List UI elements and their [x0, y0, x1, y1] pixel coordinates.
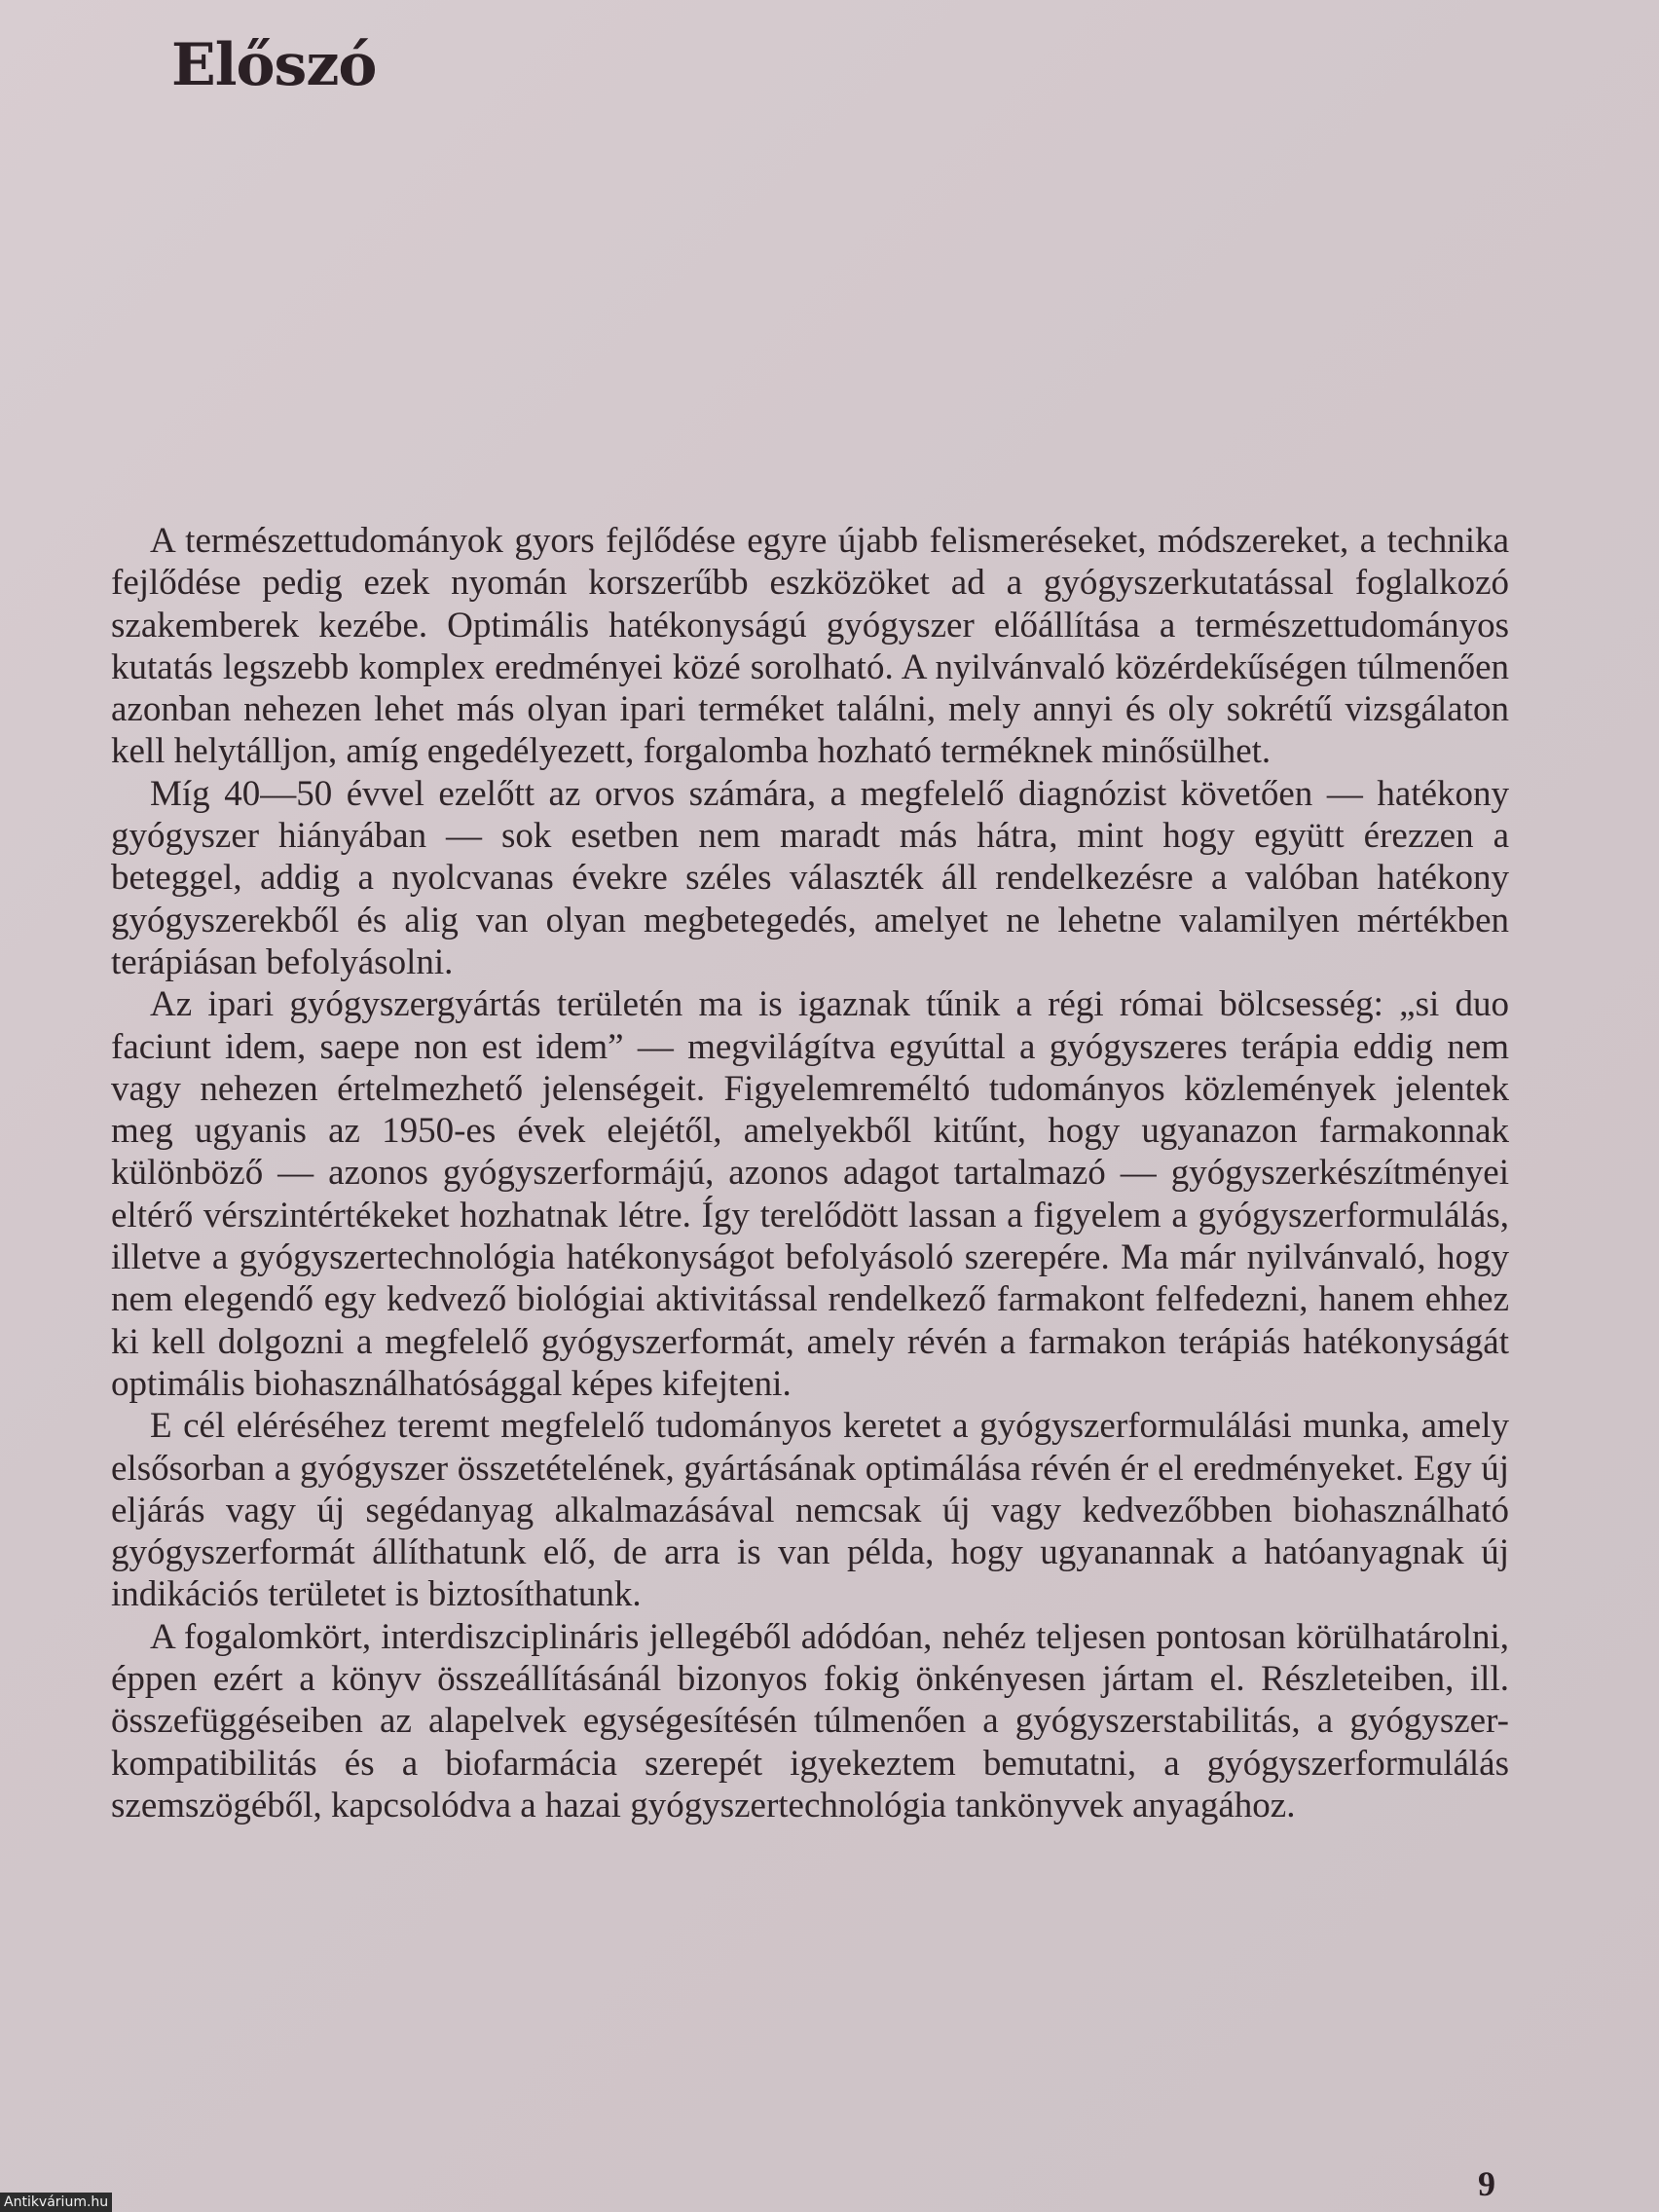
paragraph-1: A természettudományok gyors fejlődése egyre újabb felismeréseket, módszereket, a technika fejlődése pedig ezek nyomán korszerűbb eszközöket ad a gyógyszerkutatással foglalkozó szakemberek kezébe. Optimális hatékonyságú gyógyszer előállítása a természettudományos kutatás legszebb komplex eredményei közé sorolható. A nyilvánvaló közérdekűségen túlmenően azonban nehezen lehet más olyan ipari terméket találni, mely annyi és oly sokrétű vizsgálaton kell helytálljon, amíg engedélyezett, forgalomba hozható terméknek minősülhet. [111, 521, 1509, 772]
paragraph-3: Az ipari gyógyszergyártás területén ma is igaznak tűnik a régi római bölcsesség: „si duo faciunt idem, saepe non est idem” — megvilágítva egyúttal a gyógyszeres terápia eddig nem vagy nehezen értelmezhető jelenségeit. Figyelemreméltó tudományos közlemények jelentek meg ugyanis az 1950-es évek elejétől, amelyekből kitűnt, hogy ugyanazon farmakonnak különböző — azonos gyógyszerformájú, azonos adagot tartalmazó — gyógyszerkészítményei eltérő vérszintértékeket hozhatnak létre. Így terelődött lassan a figyelem a gyógyszerformulálás, illetve a gyógyszertechnológia hatékonyságot befolyásoló szerepére. Ma már nyilvánvaló, hogy nem elegendő egy kedvező biológiai aktivitással rendelkező farmakont felfedezni, hanem ehhez ki kell dolgozni a megfelelő gyógyszerformát, amely révén a farmakon terápiás hatékonyságát optimális biohasználhatósággal képes kifejteni. [111, 984, 1509, 1404]
preface-body [111, 520, 1509, 1826]
paragraph-5: A fogalomkört, interdiszciplináris jellegéből adódóan, nehéz teljesen pontosan körülhatárolni, éppen ezért a könyv összeállításánál bizonyos fokig önkényesen jártam el. Részleteiben, ill. összefüggéseiben az alapelvek egységesítésén túlmenően a gyógyszerstabilitás, a gyógyszer-kompatibilitás és a biofarmácia szerepét igyekeztem bemutatni, a gyógyszerformulálás szemszögéből, kapcsolódva a hazai gyógyszertechnológia tankönyvek anyagához. [111, 1616, 1509, 1825]
page-title: Előszó [171, 31, 377, 99]
page-number: 9 [1478, 2164, 1495, 2203]
paragraph-2: Míg 40—50 évvel ezelőtt az orvos számára, a megfelelő diagnózist követően — hatékony gyógyszer hiányában — sok esetben nem maradt más hátra, mint hogy együtt érezzen a beteggel, addig a nyolcvanas évekre széles választék áll rendelkezésre a valóban hatékony gyógyszerekből és alig van olyan megbetegedés, amelyet ne lehetne valamilyen mértékben terápiásan befolyásolni. [111, 773, 1509, 982]
watermark: Antikvárium.hu [0, 2193, 112, 2212]
paragraph-4: E cél eléréséhez teremt megfelelő tudományos keretet a gyógyszerformulálási munka, amely elsősorban a gyógyszer összetételének, gyártásának optimálása révén ér el eredményeket. Egy új eljárás vagy új segédanyag alkalmazásával nemcsak új vagy kedvezőbben biohasználható gyógyszerformát állíthatunk elő, de arra is van példa, hogy ugyanannak a hatóanyagnak új indikációs területet is biztosíthatunk. [111, 1406, 1509, 1615]
